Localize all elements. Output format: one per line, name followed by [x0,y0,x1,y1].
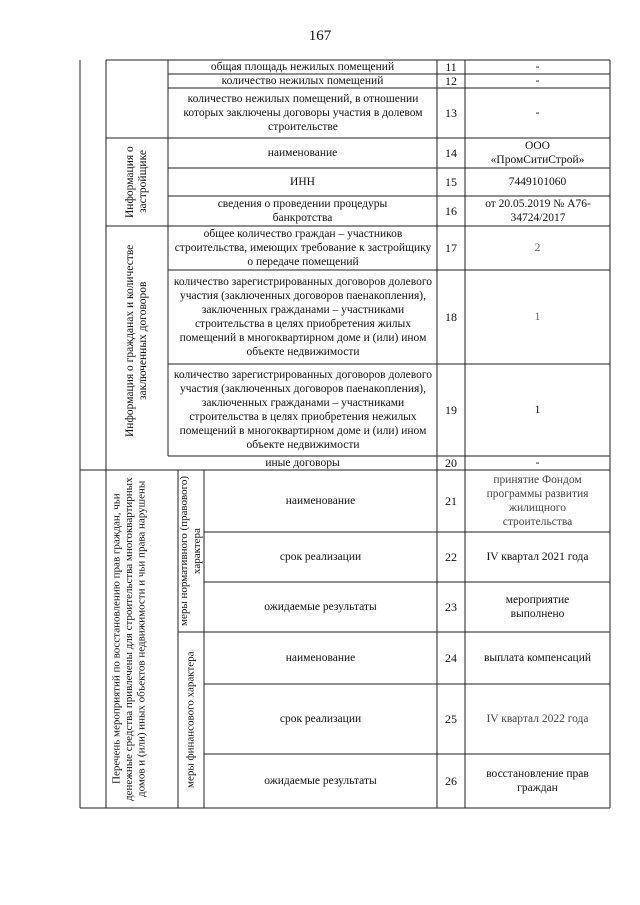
row-label: сведения о проведении процедуры банкротства [217,198,388,224]
row-number: 23 [445,600,457,614]
row-label: общая площадь нежилых помещений [210,61,395,73]
row-value: ООО «ПромСитиСтрой» [490,140,585,166]
row-label: срок реализации [279,713,362,725]
row-number: 16 [445,204,457,218]
row-label: срок реализации [279,551,362,563]
section-normative-measures: меры нормативного (правового) характера [178,475,203,627]
row-label: ожидаемые результаты [264,601,377,613]
row-number: 18 [445,310,457,324]
row-number: 19 [445,403,457,417]
row-number: 21 [445,494,457,508]
section-financial-measures: меры финансового характера [184,651,197,789]
row-number: 22 [445,550,457,564]
row-number: 24 [445,651,457,665]
row-value: - [535,107,540,119]
section-citizens-info: Информация о гражданах и количестве заключенных договоров [124,244,149,438]
row-label: ИНН [290,176,315,188]
row-value: IV квартал 2022 года [486,713,589,725]
row-number: 15 [445,175,457,189]
row-value: - [535,61,540,73]
row-label: наименование [285,652,356,664]
row-value: 1 [534,311,541,323]
row-label: иные договоры [265,457,340,469]
row-number: 11 [445,60,457,74]
row-value: выплата компенсаций [483,652,592,664]
row-value: - [535,457,540,469]
section-developer-info: Информация о застройщике [124,146,149,218]
row-label: наименование [285,495,356,507]
row-value: 1 [534,404,541,416]
row-label: количество нежилых помещений [221,75,384,87]
row-value: принятие Фондом программы развития жилищного строительства [486,474,589,528]
row-label: ожидаемые результаты [264,775,377,787]
row-value: IV квартал 2021 года [486,551,589,563]
row-label: общее количество граждан – участников строительства, имеющих требование к застройщику о передаче помещений [174,228,432,268]
row-value: от 20.05.2019 № А76-34724/2017 [485,198,591,224]
row-number: 17 [445,241,457,255]
row-number: 25 [445,712,457,726]
section-measures-list: Перечень мероприятий по восстановлению прав граждан, чьи денежные средства привлечены для строительства многоквартирных домов и (или) иных объектов недвижимости и чьи права нарушены [110,477,148,801]
row-value: мероприятие выполнено [505,594,570,620]
row-number: 20 [445,456,457,470]
row-number: 26 [445,774,457,788]
row-value: 7449101060 [508,176,567,188]
page-number: 167 [308,28,332,44]
row-value: восстановление прав граждан [486,768,589,794]
row-label: количество нежилых помещений, в отношении которых заключены договоры участия в долевом строительстве [183,93,423,133]
row-label: наименование [267,147,338,159]
row-number: 13 [445,106,457,120]
row-number: 14 [445,146,457,160]
row-label: количество зарегистрированных договоров долевого участия (заключенных договоров паенакопления), заключенных гражданами – участниками строительства в целях приобретения жилых помещений в многоквартирном доме и (или) ином объекте недвижимости [173,276,433,358]
row-value: 2 [534,242,541,254]
row-number: 12 [445,74,457,88]
row-label: количество зарегистрированных договоров долевого участия (заключенных договоров паенакопления), заключенных гражданами – участниками строительства в целях приобретения нежилых помещений в многоквартирном доме и (или) ином объекте недвижимости [173,369,433,451]
row-value: - [535,75,540,87]
